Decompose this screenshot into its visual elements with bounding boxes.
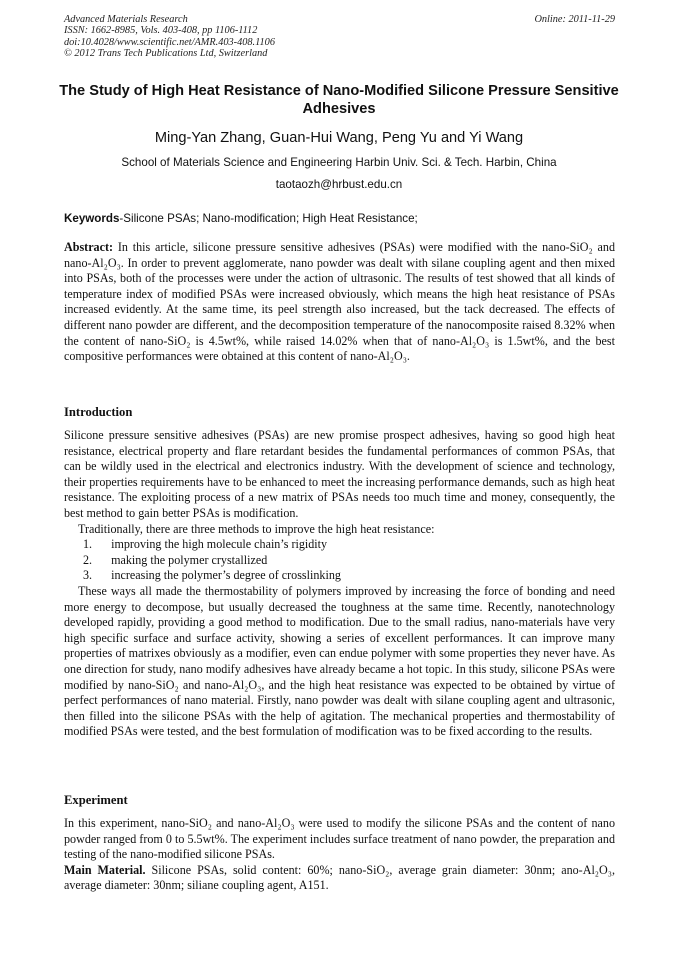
affiliation: School of Materials Science and Engineering Harbin Univ. Sci. & Tech. Harbin, China [121,156,557,169]
experiment-heading: Experiment [64,793,128,807]
copyright-line: © 2012 Trans Tech Publications Ltd, Switzerland [64,47,268,59]
journal-name: Advanced Materials Research [64,14,188,25]
abstract-text: In this article, silicone pressure sensitive adhesives (PSAs) were modified with the nano-SiO₂ and nano-Al₂O₃. In order to prevent agglomerate, nano powder was dealt with silane coupling agent and then mixed into PSAs, both of the processes were under the action of ultrasonic. The results of test showed that all kinds of temperature index of modified PSAs were increased obviously, which means the high heat resistance of PSAs increased evidently. At the same time, its peel strength also increased, but the tack decreased. The effects of different nano powder are different, and the decomposition temperature of the nanocomposite raised 8.32% when the content of nano-SiO₂ is 4.5wt%, while raised 14.02% when that of nano-Al₂O₃ is 1.5wt%, and the best compositive performances were obtained at this content of nano-Al₂O₃. [64,240,615,364]
methods-list [64,537,615,584]
intro-paragraph-2: Traditionally, there are three methods to improve the high heat resistance: [78,521,435,536]
journal-header [64,14,615,59]
list-item: 1. improving the high molecule chain’s rigidity [83,537,328,552]
author-list: Ming-Yan Zhang, Guan-Hui Wang, Peng Yu and Yi Wang [154,130,524,146]
list-item: 2. making the polymer crystallized [83,552,268,567]
abstract-label: Abstract: [64,240,114,254]
main-material-paragraph [64,863,615,894]
main-material-label: Main Material. [64,862,146,877]
abstract-section [64,240,615,365]
doi-line: doi:10.4028/www.scientific.net/AMR.403-408.1106 [64,36,275,48]
experiment-section [64,816,615,894]
introduction-heading: Introduction [64,405,133,419]
introduction-section [64,428,615,740]
intro-paragraph-1: Silicone pressure sensitive adhesives (PSAs) are new promise prospect adhesives, having so good high heat resistance, electrical property and flare retardant besides the fundamental performances of common PSAs, that can be wildly used in the electrical and electronics industry. With the development of science and technology, their properties requirements have to be enhanced to meet the increasing performance demands, such as high heat resistance. The exploiting process of a new matrix of PSAs needs too much time and money, consequently, the best method to gain better PSAs is modification. [64,428,615,520]
list-item: 3. increasing the polymer’s degree of crosslinking [83,568,341,583]
online-date: Online: 2011-11-29 [534,14,615,25]
paper-title: The Study of High Heat Resistance of Nano-Modified Silicone Pressure Sensitive Adhesives [59,83,619,117]
issn-line: ISSN: 1662-8985, Vols. 403-408, pp 1106-1112 [64,25,258,37]
keywords-text: -Silicone PSAs; Nano-modification; High Heat Resistance; [119,212,418,225]
experiment-paragraph-1: In this experiment, nano-SiO₂ and nano-Al₂O₃ were used to modify the silicone PSAs and the content of nano powder ranged from 0 to 5.5wt%. The experiment includes surface treatment of nano powder, the preparation and testing of the nano-modified silicone PSAs. [64,816,615,862]
contact-email[interactable]: taotaozh@hrbust.edu.cn [275,178,403,191]
keywords-line [64,212,615,225]
intro-paragraph-3: These ways all made the thermostability of polymers improved by increasing the force of bonding and need more energy to decompose, but usually decreased the toughness at the same time. Recently, nanotechnology developed rapidly, providing a good method to modification. Due to the small radius, nano-materials have very high specific surface and surface activity, showing a series of excellent performances. It can improve many properties of matrixes obviously as a modifier, even can endue polymer with some properties they never have. As one direction for study, nano modify adhesives have already became a hot topic. In this study, silicone PSAs were modified by nano-SiO₂ and nano-Al₂O₃, and the high heat resistance was expected to be obtained by virtue of perfect performances of nano material. Firstly, nano powder was dealt with silane coupling agent and ultrasonic, then filled into the silicone PSAs with the help of agitation. The mechanical properties and thermostability of modified PSAs were tested, and the best formulation of modification was to be fixed according to the results. [64,583,615,739]
keywords-label: Keywords [64,212,120,225]
main-material-text: Silicone PSAs, solid content: 60%; nano-SiO₂, average grain diameter: 30nm; ano-Al₂O₃, average diameter: 30nm; siliane coupling agent, A151. [64,862,615,893]
